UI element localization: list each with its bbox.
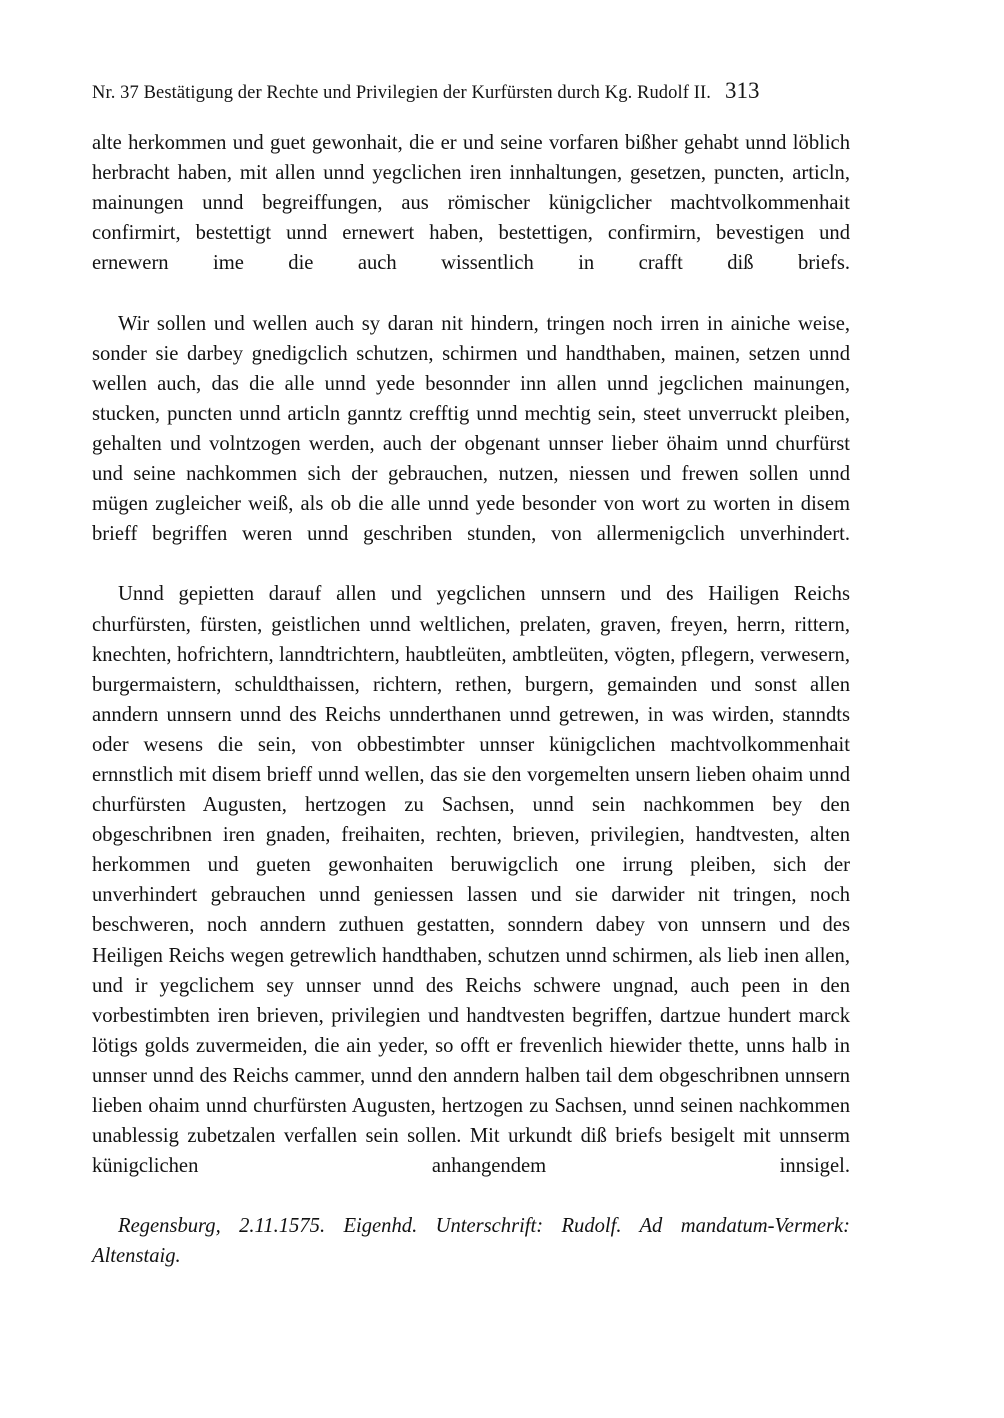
page-number: 313 xyxy=(724,78,760,103)
body-textblock xyxy=(92,128,850,1272)
paragraph: Unnd gepietten darauf allen und yegclichen unnsern und des Hailigen Reichs churfürsten, fürsten, geistlichen unnd weltlichen, prelaten, graven, freyen, herrn, rittern, knechten, hofrichtern, lanndtrichtern, haubtleüten, ambtleüten, vögten, pflegern, verwesern, burgermaistern, schuldthaissen, richtern, rethen, burgern, gemainden und sonst allen anndern unnsern unnd des Reichs unnderthanen unnd getrewen, in was wirden, stanndts oder wesens die sein, von obbestimbter unnser künigclichen machtvolkommenhait ernnstlich mit disem brieff unnd wellen, das sie den vorgemelten unsern lieben ohaim unnd churfürsten Augusten, hertzogen zu Sachsen, unnd sein nachkommen bey den obgeschribnen iren gnaden, freihaiten, rechten, brieven, privilegien, handtvesten, alten herkommen und gueten gewonhaiten beruwigclich one irrung pleiben, sich der unverhindert gebrauchen unnd geniessen lassen und sie darwider nit tringen, noch beschweren, noch anndern zuthuen gestatten, sonndern dabey von unnsern und des Heiligen Reichs wegen getrewlich handthaben, schutzen unnd schirmen, als lieb inen allen, und ir yegclichem sey unnser unnd des Reichs schwere ungnad, auch peen in den vorbestimbten iren brieven, privilegien und handtvesten begriffen, dartzue hundert marck lötigs golds zuvermeiden, die ain yeder, so offt er frevenlich hiewider thette, unns halb in unnser unnd des Reichs cammer, unnd den anndern halben tail dem obgeschribnen unnsern lieben ohaim unnd churfürsten Augusten, hertzogen zu Sachsen, unnd seinen nachkommen unablessig zubetzalen verfallen sein sollen. Mit urkundt diß briefs besigelt mit unnserm künigclichen anhangendem innsigel. xyxy=(92,583,850,1178)
paragraph: alte herkommen und guet gewonhait, die er und seine vorfaren bißher gehabt unnd löblich herbracht haben, mit allen unnd yegclichen iren innhaltungen, gesetzen, puncten, articln, mainungen unnd begreiffungen, aus römischer künigclicher machtvolkommenhait confirmirt, bestettigt unnd ernewert haben, bestettigen, confirmirn, bevestigen und ernewern ime die auch wissentlich in crafft diß briefs. xyxy=(92,132,850,275)
running-head xyxy=(92,78,850,106)
paragraph: Wir sollen und wellen auch sy daran nit hindern, tringen noch irren in ainiche weise, sonder sie darbey gnedigclich schutzen, schirmen und handthaben, mainen, setzen unnd wellen auch, das die alle unnd yede besonnder inn allen unnd jegclichen mainungen, stucken, puncten unnd articln ganntz crefftig unnd mechtig sein, steet unverruckt pleiben, gehalten und volntzogen werden, auch der obgenant unnser lieber öhaim unnd churfürst und seine nachkommen sich der gebrauchen, nutzen, niessen und frewen sollen unnd mügen zugleicher weiß, als ob die alle unnd yede besonder von wort zu worten in disem brieff begriffen weren unnd geschriben stunden, von allermenigclich unverhindert. xyxy=(92,312,850,546)
paragraph-colophon: Regensburg, 2.11.1575. Eigenhd. Unterschrift: Rudolf. Ad mandatum-Vermerk: Altenstaig. xyxy=(92,1215,850,1268)
running-head-title: Nr. 37 Bestätigung der Rechte und Privilegien der Kurfürsten durch Kg. Rudolf II. xyxy=(92,83,711,103)
